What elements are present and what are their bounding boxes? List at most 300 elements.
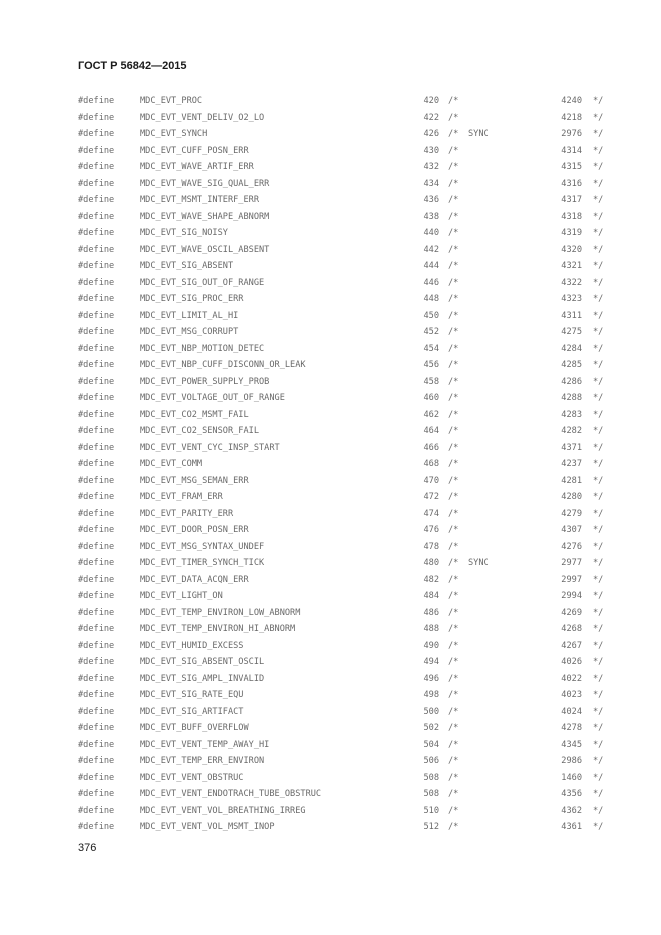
comment-code: 4321	[561, 261, 582, 271]
comment-close: */	[593, 310, 604, 321]
constant-value: 496	[423, 673, 439, 684]
define-keyword: #define	[78, 723, 115, 733]
constant-value: 490	[423, 640, 439, 651]
define-keyword: #define	[78, 805, 115, 816]
comment-open: /*	[448, 426, 459, 436]
define-row	[0, 788, 661, 805]
define-list	[0, 95, 661, 838]
comment-close: */	[593, 294, 604, 304]
comment-close: */	[593, 459, 604, 469]
constant-value: 466	[423, 442, 439, 453]
comment-open: /*	[448, 327, 459, 337]
define-row	[0, 293, 661, 310]
define-keyword: #define	[78, 112, 115, 123]
comment-close: */	[593, 591, 604, 601]
constant-value: 480	[423, 558, 439, 568]
constant-name: MDC_EVT_VENT_DELIV_O2_LO	[140, 112, 265, 123]
constant-value: 498	[423, 690, 439, 700]
comment-close: */	[593, 112, 604, 123]
constant-value: 510	[423, 805, 439, 816]
define-row	[0, 541, 661, 558]
comment-code: 4284	[561, 343, 582, 354]
define-row	[0, 376, 661, 393]
constant-name: MDC_EVT_VENT_TEMP_AWAY_HI	[140, 739, 270, 750]
comment-code: 4317	[561, 195, 582, 205]
constant-name: MDC_EVT_VOLTAGE_OUT_OF_RANGE	[140, 393, 285, 403]
constant-value: 444	[423, 261, 439, 271]
comment-close: */	[593, 756, 604, 766]
comment-code: 4283	[561, 409, 582, 420]
comment-code: 4322	[561, 277, 582, 288]
comment-code: 4361	[561, 822, 582, 832]
constant-value: 420	[423, 96, 439, 106]
comment-open: /*	[448, 772, 459, 783]
comment-open: /*	[448, 739, 459, 750]
comment-open: /*	[448, 673, 459, 684]
comment-close: */	[593, 772, 604, 783]
comment-close: */	[593, 360, 604, 370]
constant-name: MDC_EVT_HUMID_EXCESS	[140, 640, 244, 651]
comment-code: 4320	[561, 244, 582, 255]
comment-code: 4288	[561, 393, 582, 403]
constant-value: 448	[423, 294, 439, 304]
constant-value: 488	[423, 624, 439, 634]
define-keyword: #define	[78, 261, 115, 271]
comment-close: */	[593, 393, 604, 403]
define-row	[0, 194, 661, 211]
define-row	[0, 326, 661, 343]
define-keyword: #define	[78, 607, 115, 618]
define-keyword: #define	[78, 789, 115, 799]
define-keyword: #define	[78, 277, 115, 288]
comment-open: /*	[448, 541, 459, 552]
constant-name: MDC_EVT_CO2_MSMT_FAIL	[140, 409, 249, 420]
comment-code: 4218	[561, 112, 582, 123]
constant-value: 442	[423, 244, 439, 255]
comment-open: /*	[448, 376, 459, 387]
constant-name: MDC_EVT_MSMT_INTERF_ERR	[140, 195, 259, 205]
define-keyword: #define	[78, 343, 115, 354]
constant-value: 462	[423, 409, 439, 420]
constant-value: 458	[423, 376, 439, 387]
define-row	[0, 557, 661, 574]
comment-close: */	[593, 195, 604, 205]
comment-open: /*	[448, 178, 459, 189]
define-row	[0, 623, 661, 640]
define-keyword: #define	[78, 426, 115, 436]
define-row	[0, 227, 661, 244]
define-row	[0, 673, 661, 690]
define-keyword: #define	[78, 244, 115, 255]
constant-value: 508	[423, 772, 439, 783]
comment-close: */	[593, 277, 604, 288]
define-keyword: #define	[78, 145, 115, 156]
define-row	[0, 739, 661, 756]
document-title: ГОСТ Р 56842—2015	[78, 60, 187, 72]
constant-name: MDC_EVT_VENT_VOL_BREATHING_IRREG	[140, 805, 306, 816]
define-keyword: #define	[78, 327, 115, 337]
comment-open: /*	[448, 211, 459, 222]
constant-value: 484	[423, 591, 439, 601]
comment-close: */	[593, 343, 604, 354]
define-row	[0, 128, 661, 145]
define-row	[0, 359, 661, 376]
comment-close: */	[593, 178, 604, 189]
constant-value: 508	[423, 789, 439, 799]
constant-value: 476	[423, 525, 439, 535]
constant-name: MDC_EVT_LIGHT_ON	[140, 591, 223, 601]
comment-open: /*	[448, 360, 459, 370]
constant-name: MDC_EVT_FRAM_ERR	[140, 492, 223, 502]
constant-value: 506	[423, 756, 439, 766]
comment-close: */	[593, 228, 604, 238]
constant-value: 452	[423, 327, 439, 337]
constant-value: 478	[423, 541, 439, 552]
comment-code: 4281	[561, 475, 582, 486]
constant-name: MDC_EVT_SIG_ABSENT	[140, 261, 234, 271]
comment-close: */	[593, 96, 604, 106]
constant-name: MDC_EVT_MSG_SEMAN_ERR	[140, 475, 249, 486]
comment-code: 4023	[561, 690, 582, 700]
constant-name: MDC_EVT_PROC	[140, 96, 203, 106]
comment-open: /*	[448, 261, 459, 271]
comment-close: */	[593, 607, 604, 618]
comment-note: SYNC	[468, 558, 489, 568]
define-row	[0, 310, 661, 327]
define-row	[0, 590, 661, 607]
comment-close: */	[593, 409, 604, 420]
comment-close: */	[593, 376, 604, 387]
comment-code: 4278	[561, 723, 582, 733]
comment-open: /*	[448, 145, 459, 156]
comment-code: 4240	[561, 96, 582, 106]
constant-name: MDC_EVT_TEMP_ENVIRON_LOW_ABNORM	[140, 607, 301, 618]
comment-close: */	[593, 426, 604, 436]
comment-code: 4371	[561, 442, 582, 453]
constant-value: 504	[423, 739, 439, 750]
comment-close: */	[593, 574, 604, 585]
define-row	[0, 161, 661, 178]
comment-close: */	[593, 442, 604, 453]
comment-close: */	[593, 706, 604, 717]
constant-value: 502	[423, 723, 439, 733]
comment-open: /*	[448, 459, 459, 469]
comment-code: 4276	[561, 541, 582, 552]
comment-close: */	[593, 508, 604, 519]
define-keyword: #define	[78, 574, 115, 585]
constant-name: MDC_EVT_NBP_MOTION_DETEC	[140, 343, 265, 354]
define-keyword: #define	[78, 376, 115, 387]
comment-code: 4279	[561, 508, 582, 519]
comment-close: */	[593, 525, 604, 535]
constant-value: 460	[423, 393, 439, 403]
define-keyword: #define	[78, 624, 115, 634]
comment-open: /*	[448, 96, 459, 106]
define-row	[0, 524, 661, 541]
comment-code: 4269	[561, 607, 582, 618]
comment-close: */	[593, 640, 604, 651]
define-keyword: #define	[78, 541, 115, 552]
define-keyword: #define	[78, 690, 115, 700]
define-keyword: #define	[78, 772, 115, 783]
constant-name: MDC_EVT_TIMER_SYNCH_TICK	[140, 558, 265, 568]
define-row	[0, 260, 661, 277]
define-keyword: #define	[78, 756, 115, 766]
comment-code: 4318	[561, 211, 582, 222]
comment-code: 2994	[561, 591, 582, 601]
comment-code: 4345	[561, 739, 582, 750]
comment-open: /*	[448, 129, 459, 139]
define-keyword: #define	[78, 294, 115, 304]
define-keyword: #define	[78, 475, 115, 486]
comment-close: */	[593, 723, 604, 733]
define-row	[0, 821, 661, 838]
constant-value: 512	[423, 822, 439, 832]
comment-code: 2976	[561, 129, 582, 139]
comment-close: */	[593, 211, 604, 222]
comment-open: /*	[448, 657, 459, 667]
define-keyword: #define	[78, 525, 115, 535]
comment-close: */	[593, 261, 604, 271]
comment-code: 4286	[561, 376, 582, 387]
constant-name: MDC_EVT_CUFF_POSN_ERR	[140, 145, 249, 156]
constant-name: MDC_EVT_SYNCH	[140, 129, 208, 139]
constant-name: MDC_EVT_SIG_AMPL_INVALID	[140, 673, 265, 684]
comment-open: /*	[448, 393, 459, 403]
constant-name: MDC_EVT_PARITY_ERR	[140, 508, 234, 519]
constant-value: 440	[423, 228, 439, 238]
define-row	[0, 244, 661, 261]
define-row	[0, 112, 661, 129]
define-row	[0, 95, 661, 112]
comment-close: */	[593, 789, 604, 799]
comment-code: 4314	[561, 145, 582, 156]
comment-open: /*	[448, 640, 459, 651]
comment-code: 4362	[561, 805, 582, 816]
define-row	[0, 508, 661, 525]
comment-code: 4026	[561, 657, 582, 667]
define-row	[0, 442, 661, 459]
define-keyword: #define	[78, 360, 115, 370]
comment-open: /*	[448, 805, 459, 816]
define-row	[0, 706, 661, 723]
define-keyword: #define	[78, 492, 115, 502]
define-row	[0, 409, 661, 426]
page-number: 376	[78, 842, 97, 854]
define-keyword: #define	[78, 393, 115, 403]
define-row	[0, 145, 661, 162]
comment-open: /*	[448, 822, 459, 832]
comment-code: 4267	[561, 640, 582, 651]
constant-name: MDC_EVT_BUFF_OVERFLOW	[140, 723, 249, 733]
constant-value: 426	[423, 129, 439, 139]
define-row	[0, 689, 661, 706]
constant-name: MDC_EVT_WAVE_SIG_QUAL_ERR	[140, 178, 270, 189]
comment-code: 1460	[561, 772, 582, 783]
define-row	[0, 755, 661, 772]
constant-value: 434	[423, 178, 439, 189]
constant-name: MDC_EVT_WAVE_OSCIL_ABSENT	[140, 244, 270, 255]
comment-open: /*	[448, 789, 459, 799]
constant-name: MDC_EVT_NBP_CUFF_DISCONN_OR_LEAK	[140, 360, 306, 370]
constant-name: MDC_EVT_WAVE_ARTIF_ERR	[140, 162, 254, 172]
define-keyword: #define	[78, 640, 115, 651]
constant-name: MDC_EVT_TEMP_ENVIRON_HI_ABNORM	[140, 624, 296, 634]
comment-close: */	[593, 541, 604, 552]
comment-open: /*	[448, 558, 459, 568]
constant-value: 436	[423, 195, 439, 205]
define-row	[0, 458, 661, 475]
define-row	[0, 425, 661, 442]
constant-value: 500	[423, 706, 439, 717]
constant-value: 454	[423, 343, 439, 354]
comment-open: /*	[448, 607, 459, 618]
comment-code: 4323	[561, 294, 582, 304]
constant-name: MDC_EVT_SIG_NOISY	[140, 228, 228, 238]
comment-open: /*	[448, 244, 459, 255]
comment-code: 4307	[561, 525, 582, 535]
comment-code: 4319	[561, 228, 582, 238]
constant-value: 422	[423, 112, 439, 123]
comment-open: /*	[448, 624, 459, 634]
define-keyword: #define	[78, 162, 115, 172]
define-keyword: #define	[78, 459, 115, 469]
define-row	[0, 178, 661, 195]
page-footer	[78, 842, 96, 854]
comment-open: /*	[448, 706, 459, 717]
constant-name: MDC_EVT_POWER_SUPPLY_PROB	[140, 376, 270, 387]
comment-code: 4311	[561, 310, 582, 321]
define-keyword: #define	[78, 195, 115, 205]
comment-open: /*	[448, 112, 459, 123]
constant-name: MDC_EVT_DOOR_POSN_ERR	[140, 525, 249, 535]
define-row	[0, 640, 661, 657]
comment-code: 4022	[561, 673, 582, 684]
constant-name: MDC_EVT_VENT_OBSTRUC	[140, 772, 244, 783]
comment-close: */	[593, 327, 604, 337]
comment-close: */	[593, 492, 604, 502]
define-keyword: #define	[78, 211, 115, 222]
constant-value: 450	[423, 310, 439, 321]
constant-name: MDC_EVT_SIG_ABSENT_OSCIL	[140, 657, 265, 667]
define-keyword: #define	[78, 129, 115, 139]
comment-code: 4268	[561, 624, 582, 634]
constant-value: 456	[423, 360, 439, 370]
comment-code: 4024	[561, 706, 582, 717]
comment-code: 4316	[561, 178, 582, 189]
comment-close: */	[593, 244, 604, 255]
constant-value: 472	[423, 492, 439, 502]
comment-close: */	[593, 558, 604, 568]
constant-value: 464	[423, 426, 439, 436]
comment-code: 2986	[561, 756, 582, 766]
comment-close: */	[593, 739, 604, 750]
comment-close: */	[593, 657, 604, 667]
constant-value: 486	[423, 607, 439, 618]
define-row	[0, 277, 661, 294]
constant-name: MDC_EVT_MSG_CORRUPT	[140, 327, 239, 337]
constant-name: MDC_EVT_DATA_ACQN_ERR	[140, 574, 249, 585]
define-keyword: #define	[78, 409, 115, 420]
comment-code: 4285	[561, 360, 582, 370]
define-row	[0, 656, 661, 673]
comment-code: 4280	[561, 492, 582, 502]
constant-name: MDC_EVT_SIG_PROC_ERR	[140, 294, 244, 304]
comment-close: */	[593, 673, 604, 684]
constant-name: MDC_EVT_MSG_SYNTAX_UNDEF	[140, 541, 265, 552]
comment-open: /*	[448, 409, 459, 420]
define-row	[0, 607, 661, 624]
comment-open: /*	[448, 492, 459, 502]
define-row	[0, 211, 661, 228]
constant-name: MDC_EVT_SIG_RATE_EQU	[140, 690, 244, 700]
constant-value: 494	[423, 657, 439, 667]
define-keyword: #define	[78, 739, 115, 750]
define-keyword: #define	[78, 558, 115, 568]
constant-value: 468	[423, 459, 439, 469]
comment-close: */	[593, 162, 604, 172]
constant-name: MDC_EVT_LIMIT_AL_HI	[140, 310, 239, 321]
define-keyword: #define	[78, 591, 115, 601]
comment-close: */	[593, 690, 604, 700]
constant-name: MDC_EVT_VENT_ENDOTRACH_TUBE_OBSTRUC	[140, 789, 322, 799]
comment-close: */	[593, 624, 604, 634]
define-keyword: #define	[78, 178, 115, 189]
constant-name: MDC_EVT_SIG_OUT_OF_RANGE	[140, 277, 265, 288]
comment-note: SYNC	[468, 129, 489, 139]
constant-name: MDC_EVT_WAVE_SHAPE_ABNORM	[140, 211, 270, 222]
comment-close: */	[593, 145, 604, 156]
page-header	[78, 60, 187, 72]
define-row	[0, 574, 661, 591]
comment-open: /*	[448, 690, 459, 700]
define-keyword: #define	[78, 508, 115, 519]
constant-name: MDC_EVT_SIG_ARTIFACT	[140, 706, 244, 717]
comment-open: /*	[448, 162, 459, 172]
define-keyword: #define	[78, 822, 115, 832]
constant-name: MDC_EVT_CO2_SENSOR_FAIL	[140, 426, 259, 436]
constant-value: 430	[423, 145, 439, 156]
define-row	[0, 722, 661, 739]
comment-open: /*	[448, 294, 459, 304]
comment-close: */	[593, 475, 604, 486]
comment-code: 2977	[561, 558, 582, 568]
constant-value: 438	[423, 211, 439, 222]
comment-close: */	[593, 822, 604, 832]
define-row	[0, 392, 661, 409]
define-row	[0, 491, 661, 508]
constant-name: MDC_EVT_TEMP_ERR_ENVIRON	[140, 756, 265, 766]
constant-name: MDC_EVT_COMM	[140, 459, 203, 469]
define-row	[0, 343, 661, 360]
define-keyword: #define	[78, 228, 115, 238]
define-keyword: #define	[78, 706, 115, 717]
comment-open: /*	[448, 228, 459, 238]
define-keyword: #define	[78, 96, 115, 106]
define-keyword: #define	[78, 442, 115, 453]
comment-open: /*	[448, 723, 459, 733]
define-row	[0, 772, 661, 789]
comment-open: /*	[448, 343, 459, 354]
constant-name: MDC_EVT_VENT_CYC_INSP_START	[140, 442, 280, 453]
comment-code: 4282	[561, 426, 582, 436]
comment-code: 4237	[561, 459, 582, 469]
define-keyword: #define	[78, 657, 115, 667]
comment-open: /*	[448, 195, 459, 205]
comment-open: /*	[448, 508, 459, 519]
constant-value: 446	[423, 277, 439, 288]
comment-open: /*	[448, 475, 459, 486]
